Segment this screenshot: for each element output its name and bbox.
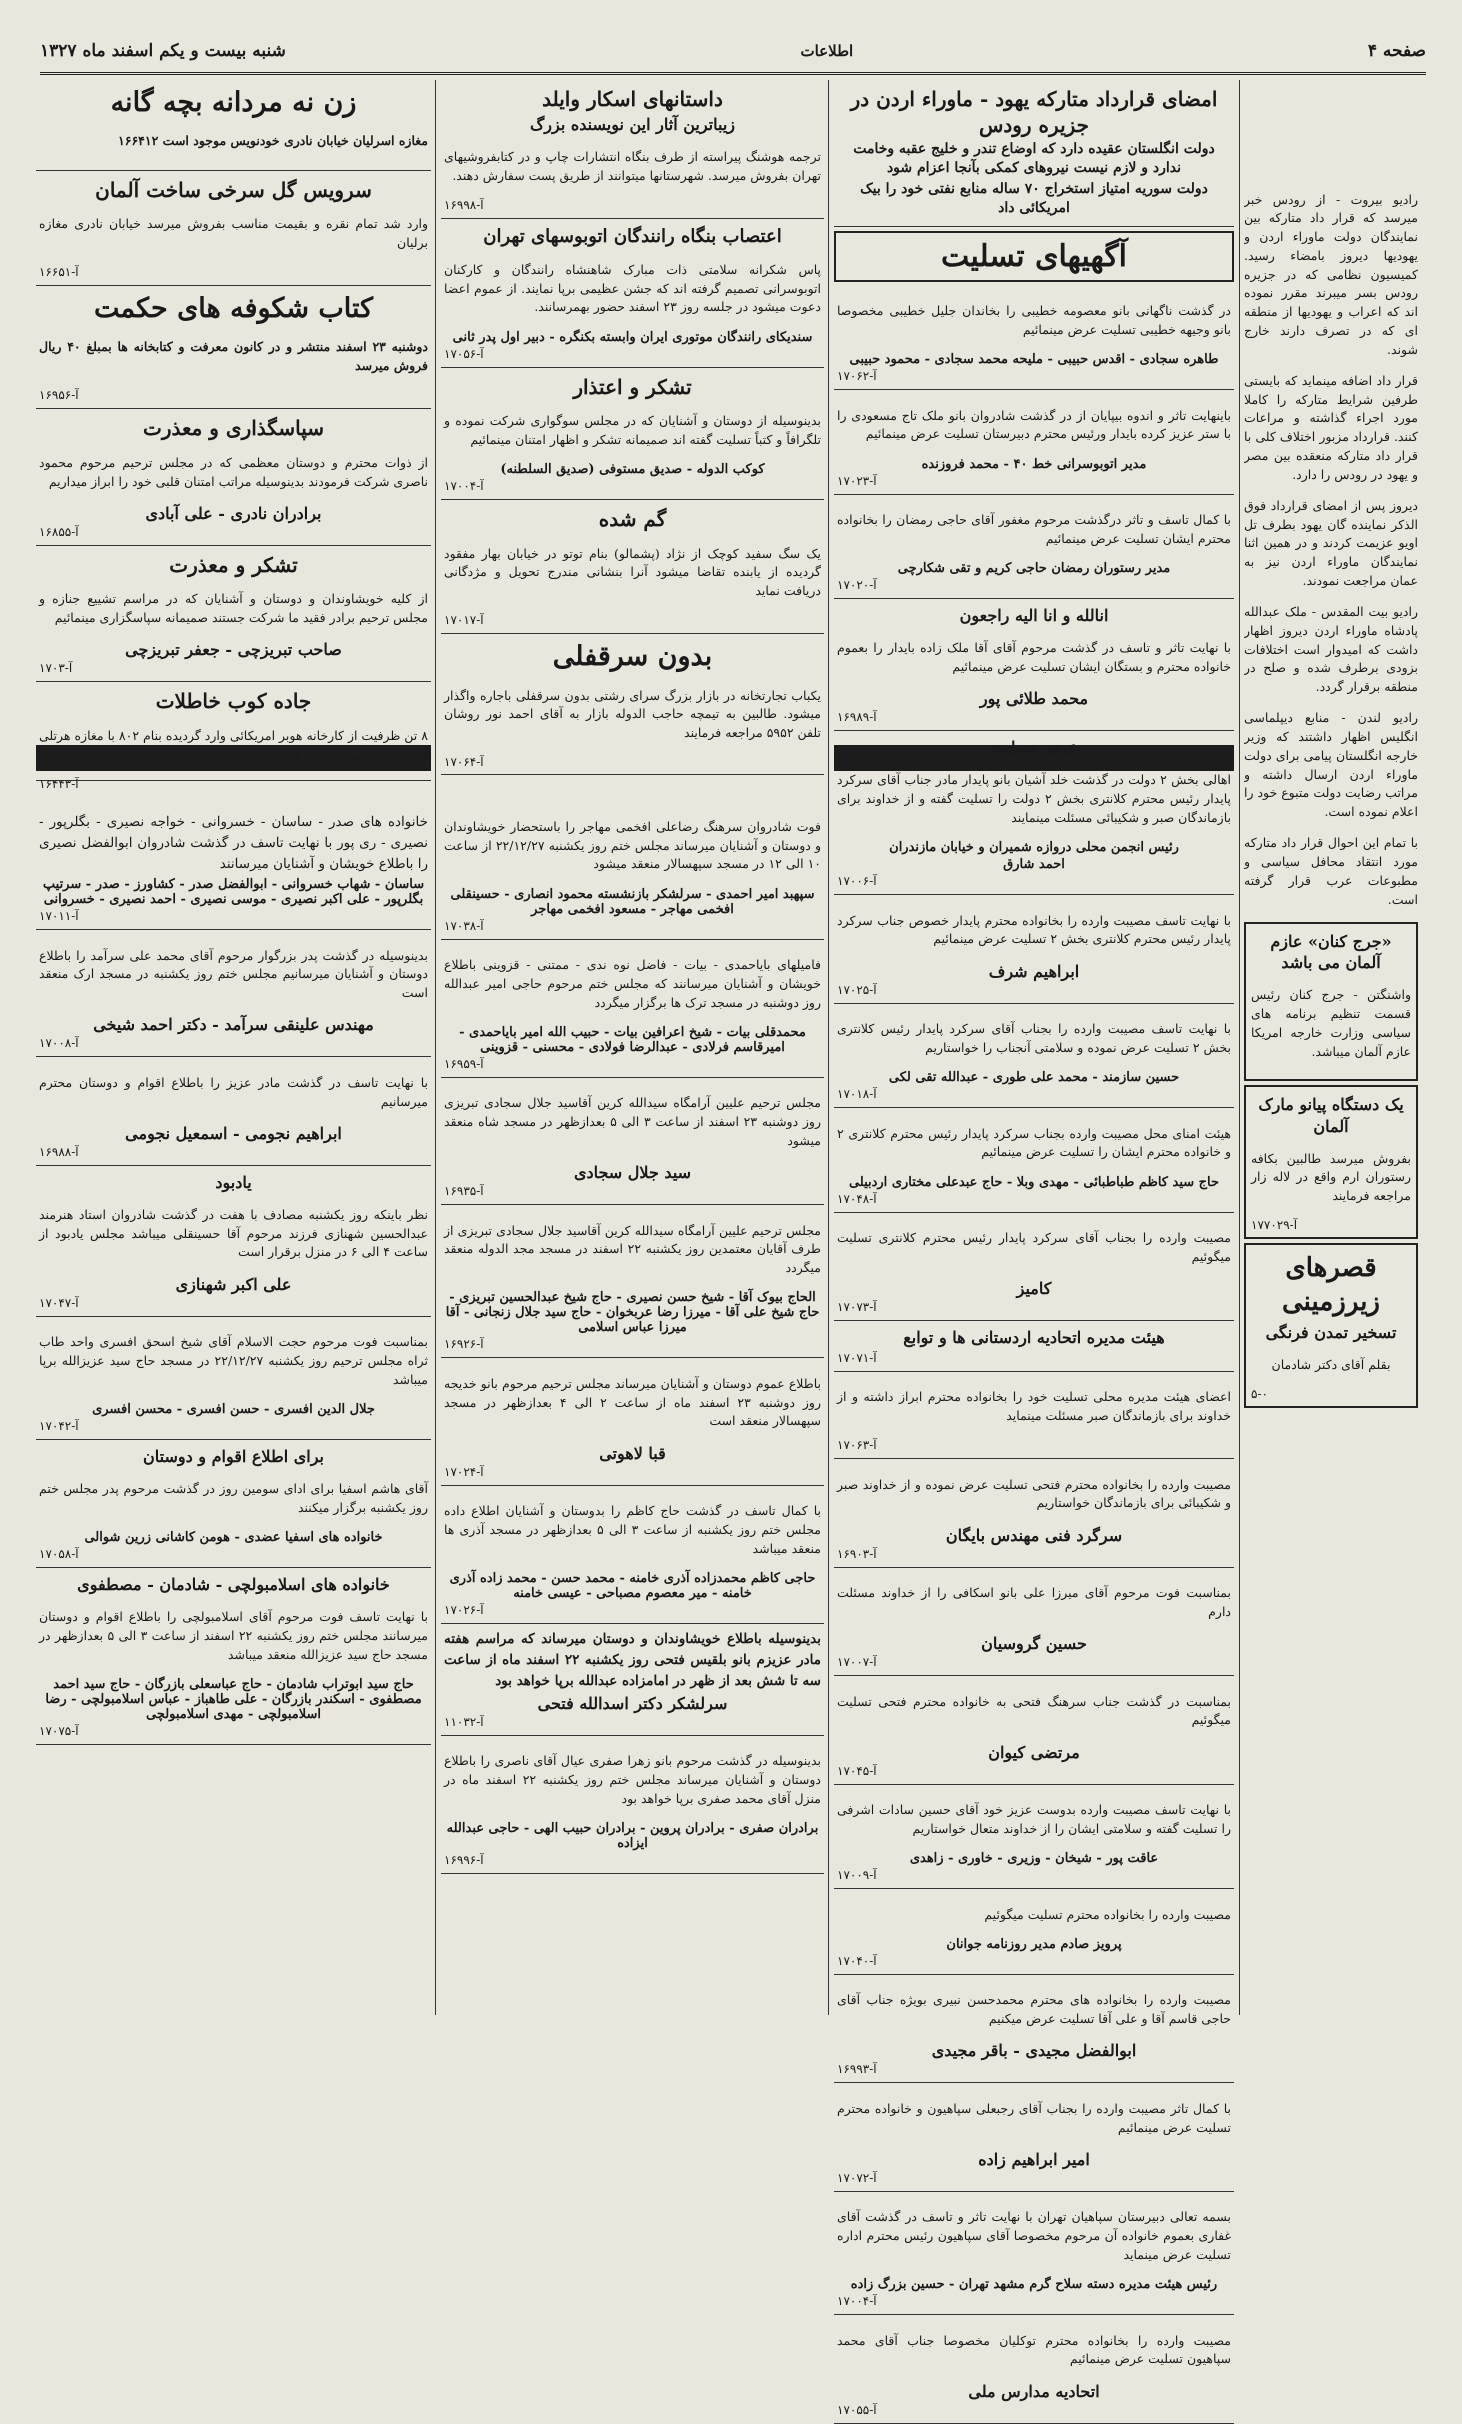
notice-code: آ-۱۷۰۷۳ [837,1300,877,1314]
ad-title: یک دستگاه پیانو مارک آلمان [1258,1094,1404,1136]
notice-code: آ-۱۷۰۵۵ [837,2402,877,2417]
news-paragraph: رادیو بیت المقدس - ملک عبدالله پادشاه ماوراء اردن دیروز اظهار داشت که امیدوار است اختلافات بزودی برطرف شده و صلح در منطقه برقرار گردد. [1244,604,1418,694]
ad-title: جاده کوب خاطلات [155,689,312,714]
ad-title: گم شده [598,507,667,532]
notice-signature: طاهره سجادی - اقدس حبیبی - ملیحه محمد سجادی - محمود حبیبی [849,352,1219,368]
notice [441,940,824,1078]
ad-code: ۵-۰ [1251,1387,1268,1402]
masthead [40,30,1426,75]
notice-code: آ-۱۷۰۴۰ [837,1953,877,1968]
issue-date: شنبه بیست و یکم اسفند ماه ۱۳۲۷ [40,41,286,61]
notice-text: مصیبت وارده را بخانواده محترم تسلیت میگوئیم [984,1906,1231,1922]
ad-code: آ-۱۶۸۵۵ [39,524,79,539]
notice [834,1676,1234,1785]
notice-text: با نهایت تاسف فوت مرحوم آقای اسلامبولچی را باطلاع اقوام و دوستان میرسانند مجلس ختم روز یکشنبه ۲۲ اسفند از ساعت ۳ الی ۵ بعدازظهر در مسجد حاج سید عزیزالله منعقد میباشد [39,1609,428,1662]
notice [36,1166,431,1317]
notice-code: آ-۱۷۰۷۱ [837,1350,877,1365]
notice-text: نظر باینکه روز یکشنبه مصادف با هفت در گذشت شادروان استاد هنرمند عبدالحسین شهنازی فرزند مرحوم آقا حسینقلی میباشد مجلس یادبود از ساعت ۴ الی ۶ در منزل برقرار است [39,1206,428,1260]
notice-code: آ-۱۷۰۰۴ [837,2294,877,2309]
notice [834,2315,1234,2424]
notice-signature: ابراهیم نجومی - اسمعیل نجومی [125,1123,342,1143]
notice-signature: حاج سید کاظم طباطبائی - مهدی وبلا - حاج عبدعلی مختاری اردبیلی [848,1174,1220,1190]
box-text: واشنگتن - جرج کنان رئیس قسمت تنظیم برنامه های سیاسی وزارت خارجه امریکا عازم آلمان میباشد. [1251,987,1411,1059]
headline-sub: دولت سوریه امتیاز استخراج ۷۰ ساله منابع نفتی خود را بیک امریکائی داد [860,180,1208,216]
notice-code: آ-۱۷۰۲۶ [444,1602,484,1617]
ad-code: آ-۱۷۰۵۶ [444,346,484,361]
notice-code: آ-۱۷۰۱۱ [39,909,79,924]
ad-signature: سندیکای رانندگان موتوری ایران وابسته بکنگره - دبیر اول پدر ثانی [452,329,813,345]
notice [441,1736,824,1874]
notice [441,801,824,939]
ad-signature: برادران نادری - علی آبادی [145,503,322,523]
notice [36,1440,431,1568]
notice-text: باطلاع عموم دوستان و آشنایان میرساند مجلس ترحیم مرحوم بانو خدیجه روز دوشنبه ۲۳ اسفند ماه از ساعت ۲ الی ۴ بعدازظهر در مسجد سپهسالار منعقد است [444,1375,821,1429]
notice-text: مصیبت وارده را بخانواده های محترم محمدحسن نبیری بویژه جناب آقای حاجی قاسم آقا و علی آقا تسلیت عرض میکنیم [837,1992,1231,2027]
notice-text: با کمال تاسف و تاثر درگذشت مرحوم مغفور آقای حاجی رمضان را بخانواده محترم ایشان تسلیت عرض مینمائیم [837,512,1231,546]
column-news [1244,178,1418,1412]
notice-signature: محمدقلی بیات - شیخ اعرافین بیات - حبیب الله امیر بایاحمدی - امیرقاسم فرلادی - عبدالرضا فولادی - محسنی - قزوینی [459,1024,806,1055]
notice-signature: حسین گروسیان [981,1634,1087,1654]
notice-title: برای اطلاع اقوام و دوستان [143,1446,324,1466]
notice-code: آ-۱۱۰۳۲ [444,1714,484,1729]
notice-signature: ابوالفضل مجیدی - باقر مجیدی [931,2041,1137,2061]
notice-signature: حاج سید ابوتراب شادمان - حاج عباسعلی بازرگان - حاج سید احمد مصطفوی - اسکندر بازرگان - علی طاهباز - عباس اسلامبولچی - رضا اسلامبولچی - مهدی اسلامبولچی [45,1676,422,1722]
notice-signature: ساسان - شهاب خسروانی - ابوالفضل صدر - کشاورز - صدر - سرتیپ بگلرپور - علی اکبر نصیری - موسی نصیری - احمد نصیری - خسروانی [42,877,425,908]
notice-code: آ-۱۷۰۴۷ [39,1295,79,1310]
notice-signature: خانواده های اسفیا عضدی - هومن کاشانی زرین شوالی [84,1529,383,1545]
ad-code: آ-۱۷۰۳ [39,661,73,676]
notice-text: بمناسبت فوت مرحوم حجت الاسلام آقای شیخ اسحق افسری واحد طاب ثراه مجلس ترحیم روز یکشنبه ۲۲/۱۲/۲۷ در مسجد حاج سید عزیزالله برپا میباشد [39,1334,428,1387]
notice [834,1568,1234,1677]
band-spacer [441,775,824,801]
news-paragraph: با تمام این احوال قرار داد متارکه مورد انتقاد محافل سیاسی و مطبوعات عرب قرار گرفته است. [1244,835,1418,907]
ad-code: آ-۱۷۷۰۲۹ [1251,1218,1298,1233]
notice-signature: سرگرد فنی مهندس بایگان [945,1525,1123,1545]
notice-code: آ-۱۷۰۰۸ [39,1036,79,1051]
news-paragraph: قرار داد اضافه مینماید که بایستی طرفین شرایط متارکه را کاملا مورد اجراء گذاشته و مراعات کنند. قرارداد مزبور اختلاف کلی با قرار داد متارکه منعقده بین مصر و یهود در رودس را دارد. [1244,372,1418,482]
notice-text: فوت شادروان سرهنگ رضاعلی افخمی مهاجر را باستحضار خویشاوندان و دوستان و آشنایان میرساند مجلس ختم روز یکشنبه ۲۲/۱۲/۲۷ از ساعت ۱۰ الی ۱۲ در مسجد سپهسالار منعقد میشود [444,818,821,872]
notice-code: آ-۱۷۰۵۸ [39,1546,79,1561]
notice [441,1624,824,1736]
notice-name: احمد شارق [1003,857,1065,872]
notice-code: آ-۱۷۰۰۷ [837,1655,877,1670]
ad-title: اعتصاب بنگاه رانندگان اتوبوسهای تهران [483,226,782,248]
notice-code: آ-۱۷۰۰۶ [837,874,877,888]
ad-author: بقلم آقای دکتر شادمان [1271,1357,1391,1373]
notice-text: فامیلهای بایاحمدی - بیات - فاضل نوه ندی - ممتنی - قزوینی باطلاع خویشان و آشنایان میرسانند که مجلس ختم مرحوم حاجی امیر عبدالله روز دوشنبه در مسجد ترک ها برگزار میگردد [444,957,821,1010]
notice-signature: رئیس هیئت مدیره دسته سلاح گرم مشهد تهران - حسین بزرگ زاده [850,2277,1218,2293]
notice [441,1078,824,1205]
notice-signature: مرتضی کیوان [988,1742,1080,1762]
ad-lost [441,500,824,634]
notice-text: باینهایت تاثر و اندوه بیپایان از در گذشت شادروان بانو ملک تاج مسعودی را با ستر عزیز کرده بایدار ورئیس محترم دبیرستان تسلیت عرض مینمائیم [837,407,1231,442]
notice-title: هیئت مدیره اتحادیه اردستانی ها و توابع [903,1328,1165,1347]
ad-title: قصرهای زیرزمینی [1282,1253,1380,1318]
notice-text: بمناسبت در گذشت جناب سرهنگ فتحی به خانواده محترم فتحی تسلیت میگوئیم [837,1693,1231,1728]
column-condolences [834,80,1234,2424]
ad-title: سپاسگذاری و معذرت [143,416,324,441]
news-paragraph: رادیو لندن - منابع دیپلماسی انگلیس اظهار داشتند که وزیر خارجه انگلستان پیامی برای دولت ماوراء اردن ارسال داشته و مراتب رضایت دولت متبوع خود را اعلام نموده است. [1244,710,1418,819]
notice-code: آ-۱۷۰۲۵ [837,982,877,997]
notice-text: بدینوسیله در گذشت مرحوم بانو زهرا صفری عیال آقای ناصری را باطلاع دوستان و آشنایان میرساند مجلس ختم روز یکشنبه ۲۲ اسفند ماه در منزل آقای محمد صفری برپا خواهد بود [444,1753,821,1806]
headline-sub: دولت انگلستان عقیده دارد که اوضاع تندر و خلیج عقبه وخامت ندارد و لازم نیست نیروهای کمکی بآنجا اعزام شود [853,141,1215,176]
ad-gratitude [36,409,431,546]
notice-code: آ-۱۷۰۴۸ [837,1191,877,1206]
notice-code: آ-۱۶۹۹۳ [837,2062,877,2077]
ad-code: آ-۱۶۹۵۶ [39,388,79,403]
notice-code: آ-۱۷۰۲۰ [837,578,877,593]
notice-text: بسمه تعالی دبیرستان سپاهیان تهران با نهایت تاثر و تاسف در گذشت آقای غفاری بعموم خانواده آن مرحوم مخصوصا آقای سپاهیون رئیس محترم اداره تسلیت عرض مینماید [837,2209,1231,2262]
notice-code: آ-۱۶۹۸۸ [39,1144,79,1159]
column-rule [828,80,829,2015]
notice-signature: اتحادیه مدارس ملی [968,2381,1100,2401]
notice-signature: سپهبد امیر احمدی - سرلشکر بازنشسته محمود انصاری - حسینقلی افخمی مهاجر - مسعود افخمی مهاجر [450,886,815,917]
notice-code: آ-۱۶۹۹۶ [444,1853,484,1867]
notice-code: آ-۱۶۹۳۵ [444,1184,484,1199]
notice [834,1372,1234,1460]
notice-signature: رئیس انجمن محلی دروازه شمیران و خیابان مازندران [889,840,1179,855]
ad-dinner-service [36,171,431,287]
ad-code: آ-۱۷۰۱۷ [444,613,484,628]
column-rule [1239,80,1240,2015]
headline-main: امضای قرارداد متارکه یهود - ماوراء اردن در جزیره رودس [850,87,1218,137]
ad-bus-drivers [441,219,824,368]
notice-code: آ-۱۷۰۴۵ [837,1763,877,1778]
ad-book [1244,1243,1418,1408]
ad-thanks [36,546,431,683]
ad-thanks [441,368,824,501]
notice-signature: برادران صفری - برادران پروین - برادران حبیب الهی - حاجی عبدالله ایزاده [446,1821,819,1851]
notice [834,1785,1234,1890]
notice [834,1321,1234,1372]
notice-code: آ-۱۷۰۶۳ [837,1438,877,1453]
notice [834,1459,1234,1568]
notice-signature: مهندس علینقی سرآمد - دکتر احمد شیخی [93,1015,374,1035]
notice-code: آ-۱۷۰۱۸ [837,1087,877,1101]
ad-title: داستانهای اسکار وایلد [542,87,723,111]
notice [834,1889,1234,1975]
ad-road-roller [36,682,431,791]
ad-text: ۸ تن ظرفیت از کارخانه هوبر امریکائی وارد گردیده بنام ۸۰۲ با مغازه هرتلی خیابان فردوسی مراجعه فرمایند [39,727,428,762]
notice-text: بدینوسیله باطلاع خویشاوندان و دوستان میرساند که مراسم هفته مادر عزیزم بانو بلقیس فتحی روز یکشنبه ۲۲ اسفند ماه از ساعت سه تا شش بعد از ظهر در امامزاده عبدالله برپا خواهد بود [444,1630,821,1689]
ad-title: تشکر و اعتذار [573,374,692,399]
notice [441,1205,824,1358]
ad-code: آ-۱۶۶۵۱ [39,265,79,279]
ad-subtitle: تسخیر تمدن فرنگی [1265,1322,1397,1342]
notice-text: مصیبت وارده را بجناب آقای سرکرد پایدار رئیس محترم کلانتری تسلیت میگوئیم [837,1230,1231,1264]
notice-text: با نهایت تاثر و تاسف در گذشت مرحوم آقای آقا ملک زاده بایدار را بعموم خانواده محترم و بستگان ایشان تسلیت عرض مینمائیم [837,640,1231,674]
headline-block [834,80,1234,227]
ad-text: پاس شکرانه سلامتی ذات مبارک شاهنشاه رانندگان و کارکنان اتوبوسرانی تصمیم گرفته اند که جشن عظیمی برپا نمایند. از عموم اعضا دعوت میشود در جلسه روز ۲۳ اسفند حضور بهمرسانند. [444,261,821,315]
ad-code: آ-۱۶۴۴۳ [39,776,79,791]
notice [834,599,1234,731]
ad-book-hekmat [36,286,431,409]
notice-text: خانواده های صدر - ساسان - خسروانی - خواجه نصیری - بگلرپور - نصیری - ری پور با نهایت تاسف در گذشت شادروان ابوالفضل نصیری را باطلاع خویشان و آشنایان میرسانند [39,814,428,873]
notice-text: بمناسبت فوت مرحوم آقای میرزا علی بانو اسکافی را از خداوند مسئلت دارم [837,1585,1231,1619]
notice-signature: کامیز [1016,1279,1052,1298]
notice-code: آ-۱۷۰۷۲ [837,2170,877,2185]
notice-signature: حسین سازمند - محمد علی طوری - عبدالله تقی لکی [888,1070,1180,1085]
notice [834,390,1234,495]
notice-text: هیئت امنای محل مصیبت وارده بجناب سرکرد پایدار رئیس محترم کلانتری ۲ و خانواده محترم ایشان را تسلیت عرض مینمائیم [837,1125,1231,1160]
notice [834,2083,1234,2192]
ad-text: وارد شد تمام نقره و بقیمت مناسب بفروش میرسد خیابان نادری مغازه برلیان [39,216,428,250]
ad-text: بفروش میرسد طالبین بکافه رستوران ارم واقع در لاله زار مراجعه فرمایند [1251,1150,1411,1204]
notice [36,1317,431,1440]
ad-title: زن نه مردانه بچه گانه [110,87,357,118]
ad-clothing [36,80,431,171]
ad-code: آ-۱۷۰۰۴ [444,479,484,494]
ad-text: از ذوات محترم و دوستان معظمی که در مجلس ترحیم مرحوم محمود ناصری شرکت فرمودند بدینوسیله مراتب امتنان قلبی خود را ابراز میداریم [39,454,428,489]
notice-code: آ-۱۷۰۴۲ [39,1418,79,1433]
notice-code: آ-۱۷۰۶۲ [837,369,877,384]
notice-text: با نهایت تاسف مصیبت وارده را بخانواده محترم پایدار خصوص جناب سرکرد پایدار رئیس محترم کلانتری بخش ۲ تسلیت عرض مینمائیم [837,912,1231,947]
ad-text: دوشنبه ۲۳ اسفند منتشر و در کانون معرفت و کتابخانه ها بمبلغ ۴۰ ریال فروش میرسد [39,339,428,373]
notice-signature: حاجی کاظم محمدزاده آذری خامنه - محمد حسن - محمد زاده آذری خامنه - میر معصوم مصباحی - عیسی خامنه [449,1570,816,1601]
notice [834,286,1234,391]
notice-code: آ-۱۷۰۳۸ [444,918,484,933]
notice-text: در گذشت ناگهانی بانو معصومه خطیبی را بخاندان جلیل خطیبی مخصوصا بانو وجیهه خطیبی تسلیت عرض مینمائیم [837,303,1231,337]
notice [834,1213,1234,1322]
notice-signature: قبا لاهوتی [599,1443,666,1463]
notice-text: اهالی بخش ۲ دولت در گذشت خلد آشیان بانو پایدار مادر جناب آقای سرکرد پایدار رئیس محترم کلانتری بخش ۲ دولت را تسلیت گفته و از خداوند برای بازماندگان صبر و شکیبائی مسئلت مینمایند [837,772,1231,825]
notice-code: آ-۱۷۰۲۴ [444,1464,484,1479]
notice-text: مصیبت وارده را بخانواده محترم توکلیان مخصوصا جناب آقای محمد سپاهیون تسلیت عرض مینمائیم [837,2332,1231,2367]
notice [834,1975,1234,2084]
notice-signature: پرویز صادم مدیر روزنامه جوانان [946,1936,1122,1952]
notice-signature: علی اکبر شهنازی [175,1274,292,1294]
ad-text: از کلیه خویشاوندان و دوستان و آشنایان که در مراسم تشییع جنازه و مجلس ترحیم برادر فقید ما شرکت جستند صمیمانه سپاسگزاری مینمائیم [39,591,428,625]
ad-text: مغازه اسرلیان خیابان نادری خودنویس موجود است ۱۶۶۴۱۲ [118,133,428,149]
notice [834,895,1234,1004]
box-title: «جرج کنان» عازم آلمان می باشد [1270,931,1392,973]
ad-title: بدون سرقفلی [552,641,713,673]
notice [834,731,1234,895]
ad-title: سرویس گل سرخی ساخت آلمان [95,177,372,202]
ad-signature: صاحب تبریزچی - جعفر تبریزچی [125,640,342,660]
ad-code: آ-۱۷۰۶۴ [444,755,484,770]
notice-signature: مدیر رستوران رمضان حاجی کریم و تقی شکارچی [897,561,1171,577]
notice-code: آ-۱۶۹۰۳ [837,1546,877,1561]
notice-signature: محمد طلائی پور [979,689,1089,709]
notice-text: مجلس ترحیم علیین آرامگاه سیدالله کرین آقاسید جلال سجادی تبریزی روز دوشنبه ۲۳ اسفند از ساعت ۳ الی ۵ بعدازظهر در مسجد شاه منعقد میشود [444,1095,821,1148]
notice [36,1568,431,1745]
notice-code: آ-۱۷۰۰۹ [837,1868,877,1883]
ad-text: ترجمه هوشنگ پیراسته از طرف بنگاه انتشارات چاپ و در کتابفروشیهای تهران بفروش میرسد. شهرستانها میتوانند از طریق پست سفارش دهند. [444,149,821,183]
newspaper-name: اطلاعات [800,42,854,60]
page-number: صفحه ۴ [1367,41,1426,61]
notice-code: آ-۱۷۰۷۵ [39,1723,79,1738]
column-ads-left [36,80,431,1745]
notice-text: با نهایت تاسف مصیبت وارده را بجناب آقای سرکرد پایدار رئیس کلانتری بخش ۲ تسلیت عرض نموده و سلامتی آنجناب را خواستاریم [837,1021,1231,1055]
notice [834,495,1234,600]
notice [441,1358,824,1485]
notice [441,1486,824,1624]
notice-text: با نهایت تاسف در گذشت مادر عزیز را باطلاع اقوام و دوستان محترم میرسانیم [39,1074,428,1109]
ad-shop [441,634,824,775]
notice-title: عرض تسلیت [990,738,1078,758]
notice [36,930,431,1057]
news-paragraph: رادیو بیروت - از رودس خبر میرسد که قرار داد متارکه بین نمایندگان دولت ماوراء اردن و یهودیها دیروز بامضاء رسید. کمیسیون نظامی که در جزیره رودس بسر میبرند مقرر نموده اند که اعراب و یهودیها از منطقه ای که در تصرف دارند خارج شوند. [1244,191,1418,357]
notice-signature: الحاج بیوک آقا - شیخ حسن نصیری - حاج شیخ عبدالحسین تبریزی - حاج شیخ علی آقا - میرزا رضا عربخوان - حاج سید جلال زنجانی - آقا میرزا عباس اسلامی [445,1290,820,1336]
notice-text: اعضای هیئت مدیره محلی تسلیت خود را بخانواده محترم ابراز داشته و از خداوند برای بازماندگان صبر مسئلت مینماید [837,1389,1231,1423]
notice [834,2192,1234,2315]
notice-code: آ-۱۷۰۲۳ [837,473,877,488]
notice [834,1004,1234,1109]
notice-signature: سرلشکر دکتر اسدالله فتحی [537,1693,728,1713]
notice-signature: جلال الدین افسری - حسن افسری - محسن افسری [92,1401,375,1417]
ad-piano [1244,1085,1418,1239]
notice-code: آ-۱۶۹۲۶ [444,1337,484,1352]
ad-code: آ-۱۶۹۹۸ [444,198,484,213]
ad-signature: کوکب الدوله - صدیق مستوفی (صدیق السلطنه) [500,462,765,478]
ad-subtitle: زیباترین آثار این نویسنده بزرگ [529,115,736,134]
ad-text: بدینوسیله از دوستان و آشنایان که در مجلس سوگواری شرکت نموده و تلگرافاً و کتباً تسلیت گفته اند صمیمانه تشکر و اظهار امتنان مینمائیم [444,413,821,447]
news-box-kennan [1244,922,1418,1081]
notice-title: خانواده های اسلامبولچی - شادمان - مصطفوی [77,1574,390,1594]
notice-code: آ-۱۶۹۵۹ [444,1056,484,1071]
notice-text: مجلس ترحیم علیین آرامگاه سیدالله کرین آقاسید جلال سجادی تبریزی از طرف آقایان معتمدین روز یکشنبه ۲۲ اسفند در مسجد مجد الدوله منعقد میگردد [444,1222,822,1276]
notice [36,807,431,930]
notice-signature: امیر ابراهیم زاده [978,2149,1090,2169]
notice-text: آقای هاشم اسفیا برای ادای سومین روز در گذشت مرحوم پدر مجلس ختم روز یکشنبه برگزار میکنند [39,1480,428,1515]
notice-text: بدینوسیله در گذشت پدر بزرگوار مرحوم آقای محمد علی سرآمد را باطلاع دوستان و آشنایان میرسانیم مجلس ختم روز یکشنبه در مسجد ارک منعقد است [39,947,428,1001]
news-paragraph: دیروز پس از امضای قرارداد فوق الذکر نماینده گان یهود بطرف تل اویو عزیمت کردند و در همین اثنا نمایندگان ماوراء اردن نیز به عمان مراجعت نمودند. [1244,497,1418,588]
ad-title: کتاب شکوفه های حکمت [93,293,374,324]
notice-signature: مدیر اتوبوسرانی خط ۴۰ - محمد فروزنده [921,456,1147,472]
ad-text: یک سگ سفید کوچک از نژاد (پشمالو) بنام توتو در خیابان بهار مفقود گردیده از یابنده تقاضا میشود آنرا بنشانی مندرج تحویل و مژدگانی دریافت نماید [444,545,821,599]
notice-text: با کمال تاسف در گذشت حاج کاظم را بدوستان و آشنایان اطلاع داده مجلس ختم روز یکشنبه از ساعت ۳ الی ۵ بعدازظهر در مسجد آذری ها منعقد میباشد [444,1503,821,1556]
notice [834,1108,1234,1213]
notice-signature: ابراهیم شرف [988,961,1080,981]
notice-code: آ-۱۶۹۸۹ [837,710,877,725]
notice-text: مصیبت وارده را بخانواده محترم فتحی تسلیت عرض نموده و از خداوند صبر و شکیبائی برای بازماندگان خواستاریم [837,1476,1231,1511]
column-ads-middle [441,80,824,1874]
ad-story-book [441,80,824,219]
band-spacer [36,781,431,807]
section-title: آگهیهای تسلیت [834,231,1234,282]
notice-title: یادبود [215,1172,252,1192]
notice-signature: سید جلال سجادی [573,1163,692,1183]
column-rule [435,80,436,2015]
ad-text: یکباب تجارتخانه در بازار بزرگ سرای رشتی بدون سرقفلی باجاره واگذار میشود. طالبین به تیمچه حاجب الدوله بازار به آقای احمد نور روشان تلفن ۵۹۵۲ مراجعه فرمایند [444,687,821,741]
notice-text: با کمال تاثر مصیبت وارده را بجناب آقای رجبعلی سپاهیون و خانواده محترم تسلیت عرض مینمائیم [837,2100,1231,2135]
ad-title: تشکر و معذرت [169,552,298,577]
notice-signature: عاقت پور - شیخان - وزیری - خاوری - زاهدی [909,1851,1159,1867]
notice [36,1057,431,1166]
notice-title: انالله و انا الیه راجعون [959,606,1109,626]
notice-text: با نهایت تاسف مصیبت وارده بدوست عزیز خود آقای حسین سادات اشرفی را تسلیت گفته و سلامتی ایشان را از خداوند متعال خواستاریم [837,1802,1231,1836]
